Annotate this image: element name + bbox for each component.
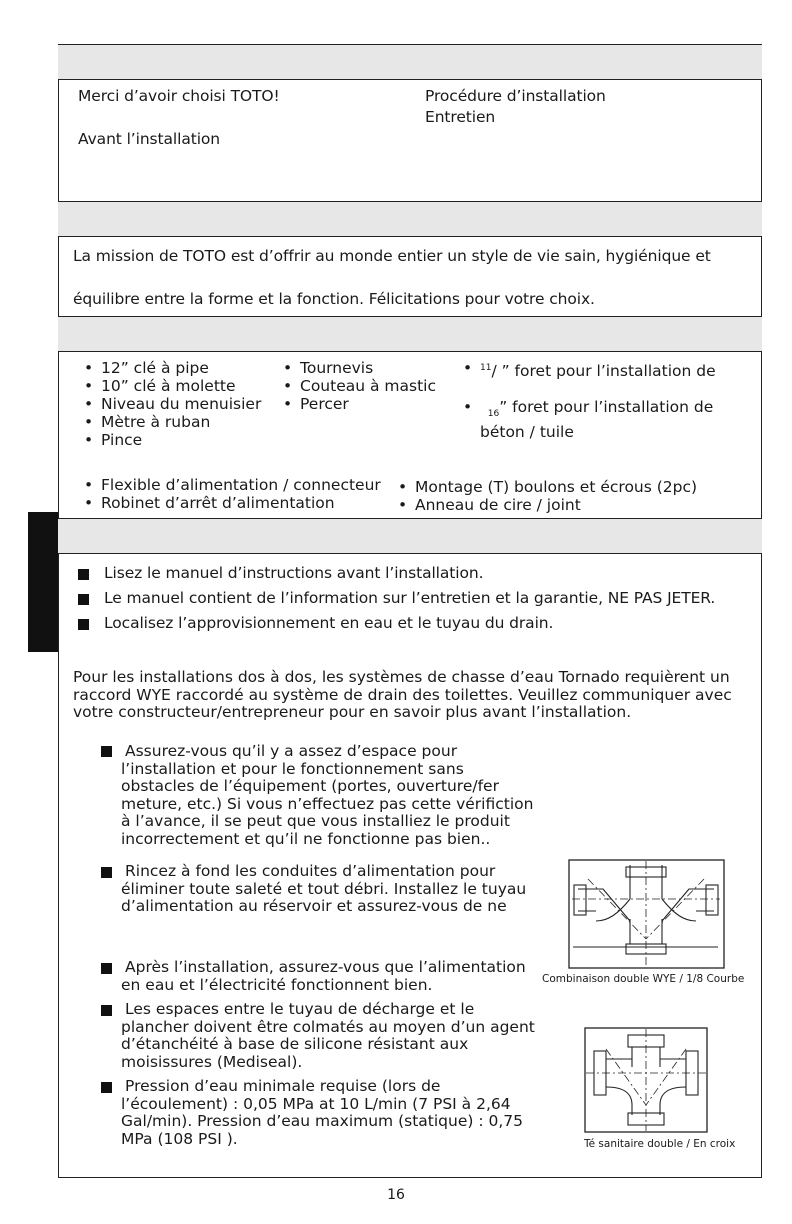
double-wye-fitting-diagram (568, 859, 725, 969)
square-bullet-icon (101, 867, 112, 878)
square-bullet-icon (78, 594, 89, 605)
prep-paragraph: Pour les installations dos à dos, les systèmes de chasse d’eau Tornado requièrent un raccord WYE raccordé au système de drain des toilettes. Veuillez communiquer avec votre constructeur/entrepreneur pour en savoir plus avant l’installation. (73, 668, 732, 721)
list-item: • Niveau du menuisier (84, 395, 261, 413)
section-header-preparation (58, 518, 762, 554)
check-item: Rincez à fond les conduites d’alimentation pour éliminer toute saleté et tout débri. Installez le tuyau d’alimentation au réservoir et assurez-vous de ne (121, 862, 527, 915)
toc-item: Entretien (425, 108, 496, 126)
list-item (463, 398, 716, 423)
prep-item: Lisez le manuel d’instructions avant l’installation. (104, 564, 484, 582)
toc-item: Avant l’installation (78, 130, 221, 148)
square-bullet-icon (101, 963, 112, 974)
list-item: • Anneau de cire / joint (398, 496, 697, 514)
section-header-mission (58, 201, 762, 237)
fraction-sub: 16 (487, 409, 500, 420)
list-item: • 10” clé à molette (84, 377, 261, 395)
tools-list (84, 359, 261, 449)
square-bullet-icon (78, 569, 89, 580)
list-item-continuation (463, 423, 716, 441)
double-tee-fitting-diagram (584, 1027, 708, 1133)
fraction-sup: 11 (480, 363, 492, 373)
square-bullet-icon (101, 1082, 112, 1093)
parts-list (398, 478, 697, 514)
page-number: 16 (387, 1187, 405, 1203)
list-item: • Couteau à mastic (283, 377, 436, 395)
section-header-contents (58, 44, 762, 80)
list-item-text: béton / tuile (480, 423, 574, 442)
list-item: • Robinet d’arrêt d’alimentation (84, 494, 381, 512)
mission-line: équilibre entre la forme et la fonction. Félicitations pour votre choix. (73, 290, 595, 308)
list-item: • 12” clé à pipe (84, 359, 261, 377)
toc-item: Procédure d’installation (425, 87, 606, 105)
list-item: • Montage (T) boulons et écrous (2pc) (398, 478, 697, 496)
list-item (463, 359, 716, 380)
list-item: • Percer (283, 395, 436, 413)
language-side-tab (28, 512, 58, 652)
toc-item: Merci d’avoir choisi TOTO! (78, 87, 280, 105)
list-item: • Pince (84, 431, 261, 449)
mission-line: La mission de TOTO est d’offrir au monde entier un style de vie sain, hygiénique et (73, 247, 711, 265)
section-header-tools (58, 316, 762, 352)
list-item: • Flexible d’alimentation / connecteur (84, 476, 381, 494)
list-item: • Tournevis (283, 359, 436, 377)
prep-item: Localisez l’approvisionnement en eau et le tuyau du drain. (104, 614, 554, 632)
check-item: Assurez-vous qu’il y a assez d’espace pour l’installation et pour le fonctionnement sans obstacles de l’équipement (portes, ouverture/fer meture, etc.) Si vous n’effectuez pas cette vérifiction à l’avance, il se peut que vous installiez le produit incorrectement et qu’il ne fonctionne pas bien.. (121, 742, 534, 848)
check-item: Les espaces entre le tuyau de décharge et le plancher doivent être colmatés au moyen d’un agent d’étanchéité à base de silicone résistant aux moisissures (Mediseal). (121, 1000, 535, 1071)
list-item-text: ” foret pour l’installation de (499, 398, 714, 417)
list-item: • Mètre à ruban (84, 413, 261, 431)
check-item: Pression d’eau minimale requise (lors de l’écoulement) : 0,05 MPa at 10 L/min (7 PSI à 2,64 Gal/min). Pression d’eau maximum (statique) : 0,75 MPa (108 PSI ). (121, 1077, 523, 1148)
check-item: Après l’installation, assurez-vous que l’alimentation en eau et l’électricité fonctionnent bien. (121, 958, 526, 994)
square-bullet-icon (78, 619, 89, 630)
square-bullet-icon (101, 1005, 112, 1016)
figure-caption: Té sanitaire double / En croix (584, 1138, 736, 1150)
parts-list (84, 476, 381, 512)
square-bullet-icon (101, 746, 112, 757)
prep-item: Le manuel contient de l’information sur l’entretien et la garantie, NE PAS JETER. (104, 589, 716, 607)
tools-list (283, 359, 436, 413)
tools-list (463, 359, 716, 441)
list-item-text: / ” foret pour l’installation de (491, 362, 716, 381)
figure-caption: Combinaison double WYE / 1/8 Courbe (542, 973, 745, 985)
